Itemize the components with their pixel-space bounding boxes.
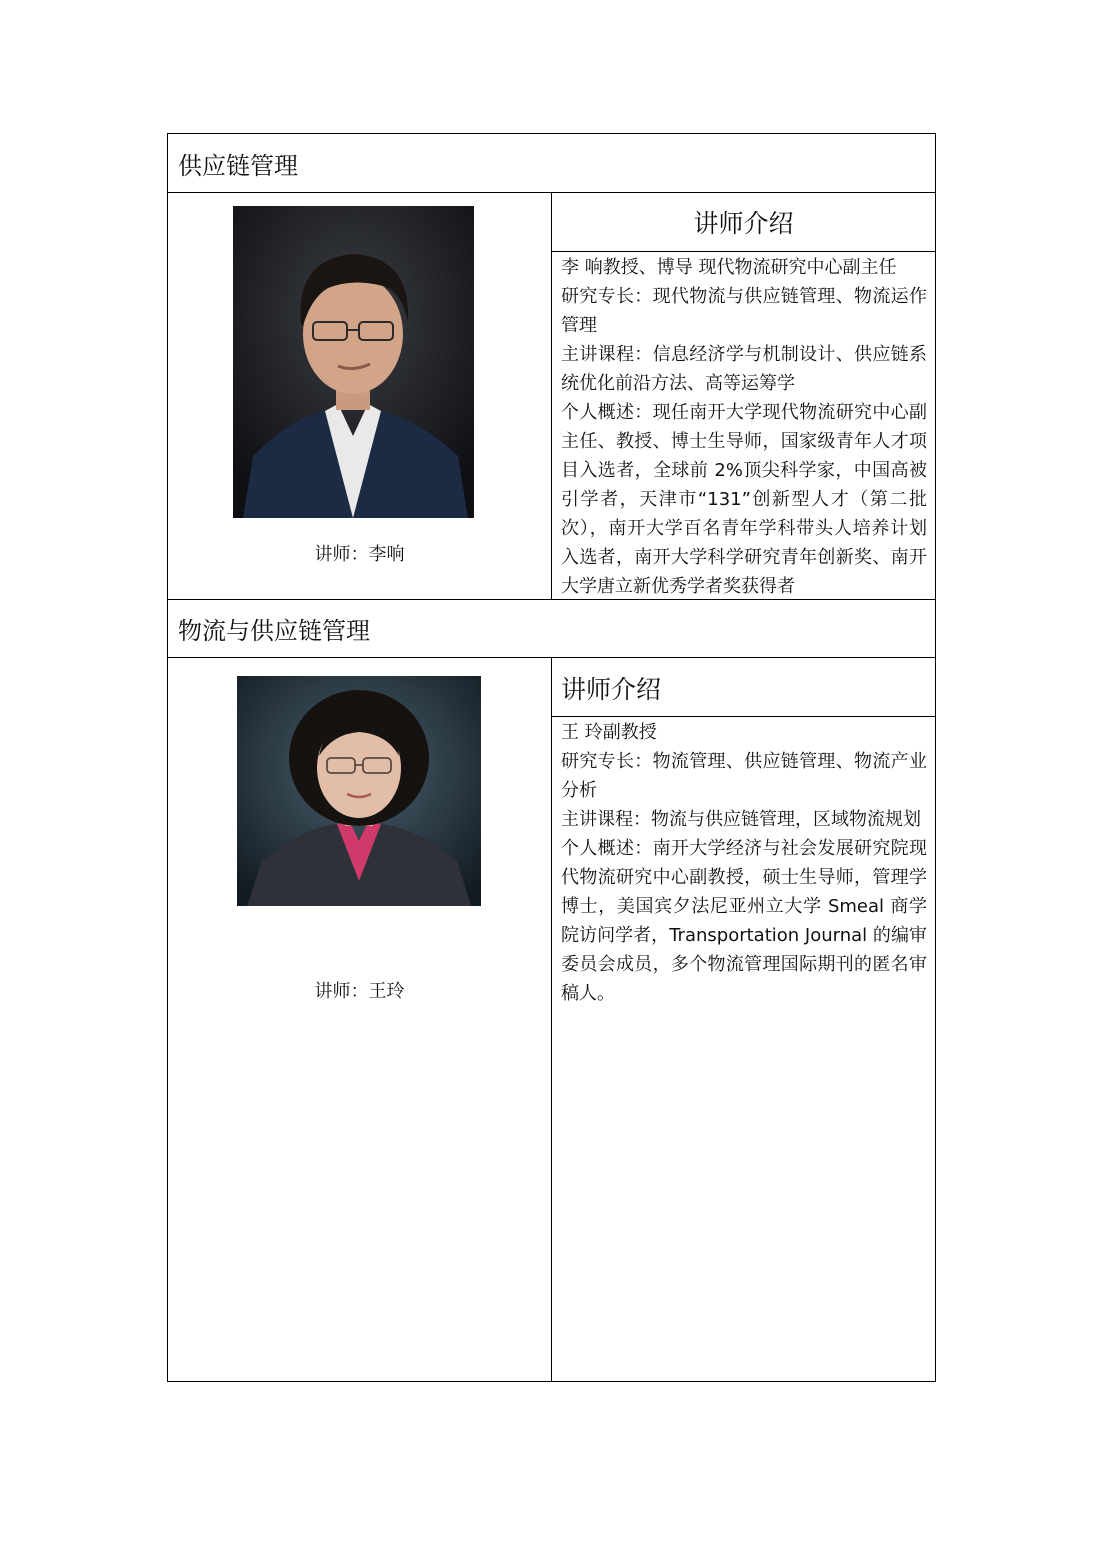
lecturer-caption: 讲师：王玲 [314, 981, 405, 1002]
lecturer-photo [237, 676, 481, 906]
bio-summary-line: 个人概述：南开大学经济与社会发展研究院现代物流研究中心副教授，硕士生导师，管理学博士，美国宾夕法尼亚州立大学 Smeal 商学院访问学者，Transportation Journal 的编审委员会成员，多个物流管理国际期刊的匿名审稿人。 [561, 838, 927, 1004]
heading-divider [552, 716, 935, 717]
portrait-male-icon [233, 206, 474, 518]
lecturer-photo [233, 206, 474, 518]
bio-name-line: 王 玲副教授 [561, 722, 657, 743]
lecturer-bio [561, 253, 927, 601]
portrait-female-icon [237, 676, 481, 906]
bio-courses-line: 主讲课程：信息经济学与机制设计、供应链系统优化前沿方法、高等运筹学 [561, 344, 927, 394]
bio-research-line: 研究专长：现代物流与供应链管理、物流运作管理 [561, 286, 927, 336]
bio-research-line: 研究专长：物流管理、供应链管理、物流产业分析 [561, 751, 927, 801]
lecturer-bio [561, 718, 927, 1008]
course-title: 供应链管理 [168, 134, 935, 193]
intro-heading: 讲师介绍 [693, 209, 794, 238]
intro-heading: 讲师介绍 [561, 675, 662, 704]
lecturer-caption: 讲师：李响 [314, 544, 405, 565]
heading-divider [552, 251, 935, 252]
lecturer-table [167, 133, 936, 1382]
bio-summary-line: 个人概述：现任南开大学现代物流研究中心副主任、教授、博士生导师，国家级青年人才项目入选者，全球前 2%顶尖科学家，中国高被引学者，天津市“131”创新型人才（第二批次），南开大学百名青年学科带头人培养计划入选者，南开大学科学研究青年创新奖、南开大学唐立新优秀学者奖获得者 [561, 402, 927, 597]
bio-name-line: 李 响教授、博导 现代物流研究中心副主任 [561, 257, 897, 278]
course-title: 物流与供应链管理 [168, 599, 935, 658]
column-divider [551, 658, 552, 1381]
column-divider [551, 193, 552, 599]
bio-courses-line: 主讲课程：物流与供应链管理，区域物流规划 [561, 809, 921, 830]
